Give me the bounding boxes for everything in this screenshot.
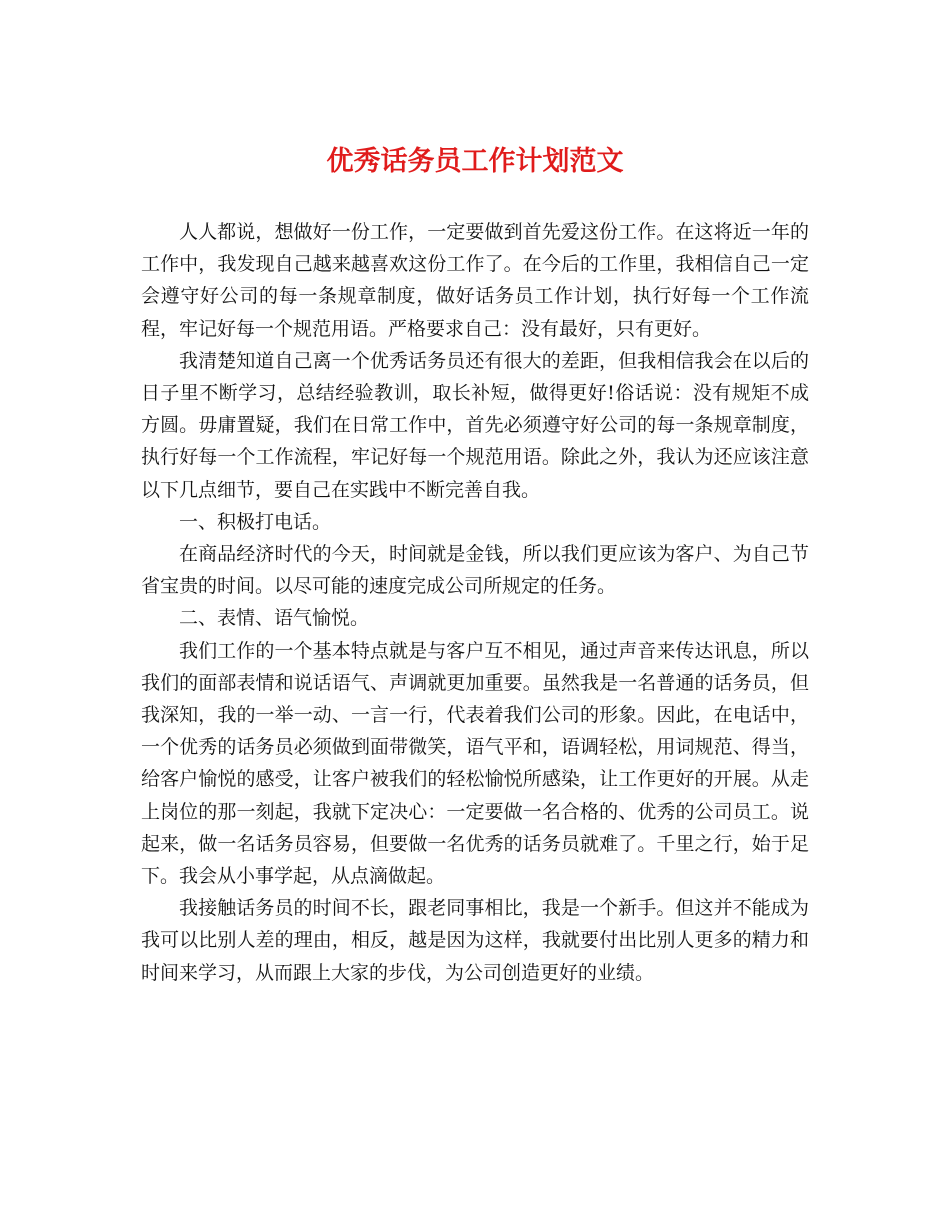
section-heading: 二、表情、语气愉悦。 bbox=[179, 607, 370, 630]
paragraph: 人人都说，想做好一份工作，一定要做到首先爱这份工作。在这将近一年的工作中，我发现自己越来越喜欢这份工作了。在今后的工作里，我相信自己一定会遵守好公司的每一条规章制度，做好话务员工作计划，执行好每一个工作流程，牢记好每一个规范用语。严格要求自己：没有最好，只有更好。 bbox=[141, 221, 809, 340]
paragraph: 在商品经济时代的今天，时间就是金钱，所以我们更应该为客户、为自己节省宝贵的时间。以尽可能的速度完成公司所规定的任务。 bbox=[141, 543, 809, 598]
document-title: 优秀话务员工作计划范文 bbox=[326, 146, 624, 177]
paragraph: 我清楚知道自己离一个优秀话务员还有很大的差距，但我相信我会在以后的日子里不断学习，总结经验教训，取长补短，做得更好!俗话说：没有规矩不成方圆。毋庸置疑，我们在日常工作中，首先必须遵守好公司的每一条规章制度，执行好每一个工作流程，牢记好每一个规范用语。除此之外，我认为还应该注意以下几点细节，要自己在实践中不断完善自我。 bbox=[141, 349, 809, 501]
document-body bbox=[141, 216, 809, 989]
paragraph: 我接触话务员的时间不长，跟老同事相比，我是一个新手。但这并不能成为我可以比别人差的理由，相反，越是因为这样，我就要付出比别人更多的精力和时间来学习，从而跟上大家的步伐，为公司创造更好的业绩。 bbox=[141, 897, 809, 984]
paragraph: 我们工作的一个基本特点就是与客户互不相见，通过声音来传达讯息，所以我们的面部表情和说话语气、声调就更加重要。虽然我是一名普通的话务员，但我深知，我的一举一动、一言一行，代表着我们公司的形象。因此，在电话中，一个优秀的话务员必须做到面带微笑，语气平和，语调轻松，用词规范、得当，给客户愉悦的感受，让客户被我们的轻松愉悦所感染，让工作更好的开展。从走上岗位的那一刻起，我就下定决心：一定要做一名合格的、优秀的公司员工。说起来，做一名话务员容易，但要做一名优秀的话务员就难了。千里之行，始于足下。我会从小事学起，从点滴做起。 bbox=[141, 639, 809, 888]
section-heading: 一、积极打电话。 bbox=[179, 510, 332, 533]
